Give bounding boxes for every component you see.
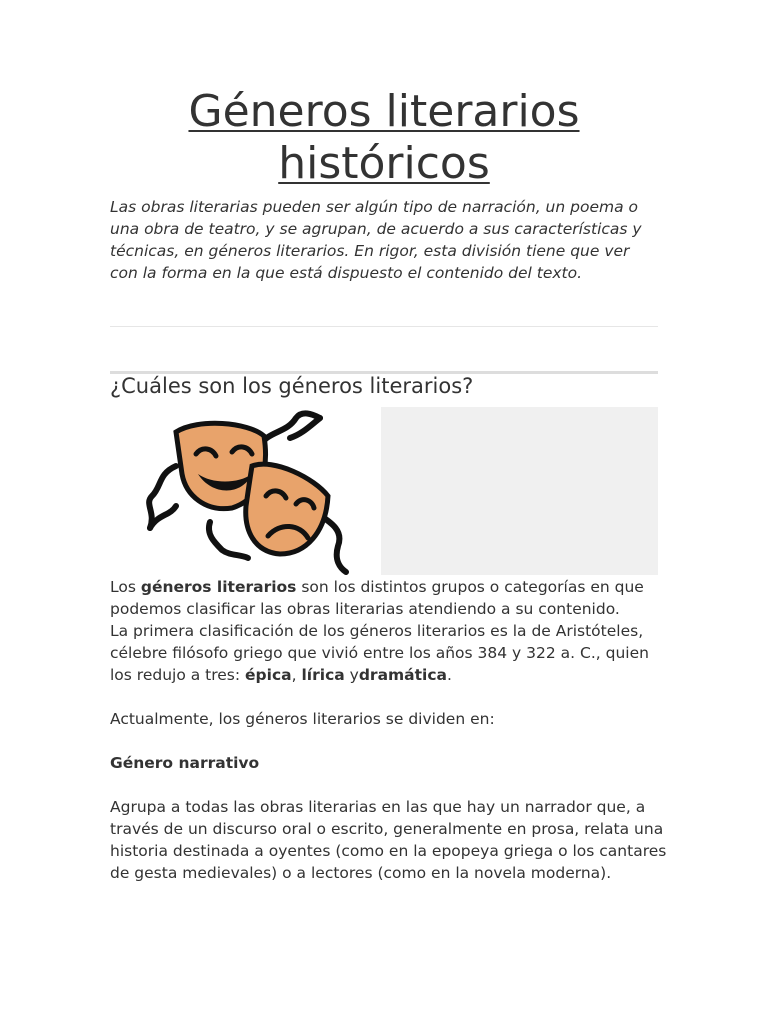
- subheading-text: Género narrativo: [110, 754, 260, 772]
- text-run: ,: [291, 666, 302, 684]
- divider-thin: [110, 326, 658, 327]
- bold-term: géneros literarios: [140, 578, 297, 596]
- text-run: Los: [110, 578, 141, 596]
- section-title: ¿Cuáles son los géneros literarios?: [110, 374, 474, 398]
- text-run: y: [344, 666, 359, 684]
- body-content: [110, 576, 670, 884]
- text-run: .: [447, 666, 452, 684]
- intro-paragraph: Las obras literarias pueden ser algún tipo de narración, un poema o una obra de teatro, y se agrupan, de acuerdo a sus características y técnicas, en géneros literarios. En rigor, esta división tiene que ver con la forma en la que está dispuesto el contenido del texto.: [110, 198, 642, 282]
- paragraph-aristoteles: [110, 620, 670, 686]
- paragraph-narrativo: Agrupa a todas las obras literarias en las que hay un narrador que, a través de un discurso oral o escrito, generalmente en prosa, relata una historia destinada a oyentes (como en la epopeya griega o los cantares de gesta medievales) o a lectores (como en la novela moderna).: [110, 798, 667, 882]
- page-title: Géneros literarios históricos: [188, 86, 580, 189]
- theater-masks-icon: [140, 404, 350, 576]
- bold-term: dramática: [358, 666, 448, 684]
- paragraph-generos-definicion: [110, 576, 670, 620]
- text-run: La primera clasificación de los géneros literarios es la de Aristóteles, célebre filósofo griego que vivió entre los años 384 y 322 a. C., quien los redujo a tres:: [110, 622, 649, 684]
- text-run: son los distintos grupos o categorías en que podemos clasificar las obras literarias atendiendo a su contenido.: [110, 578, 644, 618]
- subheading-genero-narrativo: [110, 752, 670, 774]
- bold-term: épica: [245, 666, 292, 684]
- paragraph-actualmente: Actualmente, los géneros literarios se dividen en:: [110, 710, 495, 728]
- bold-term: lírica: [301, 666, 345, 684]
- image-placeholder: [381, 407, 658, 575]
